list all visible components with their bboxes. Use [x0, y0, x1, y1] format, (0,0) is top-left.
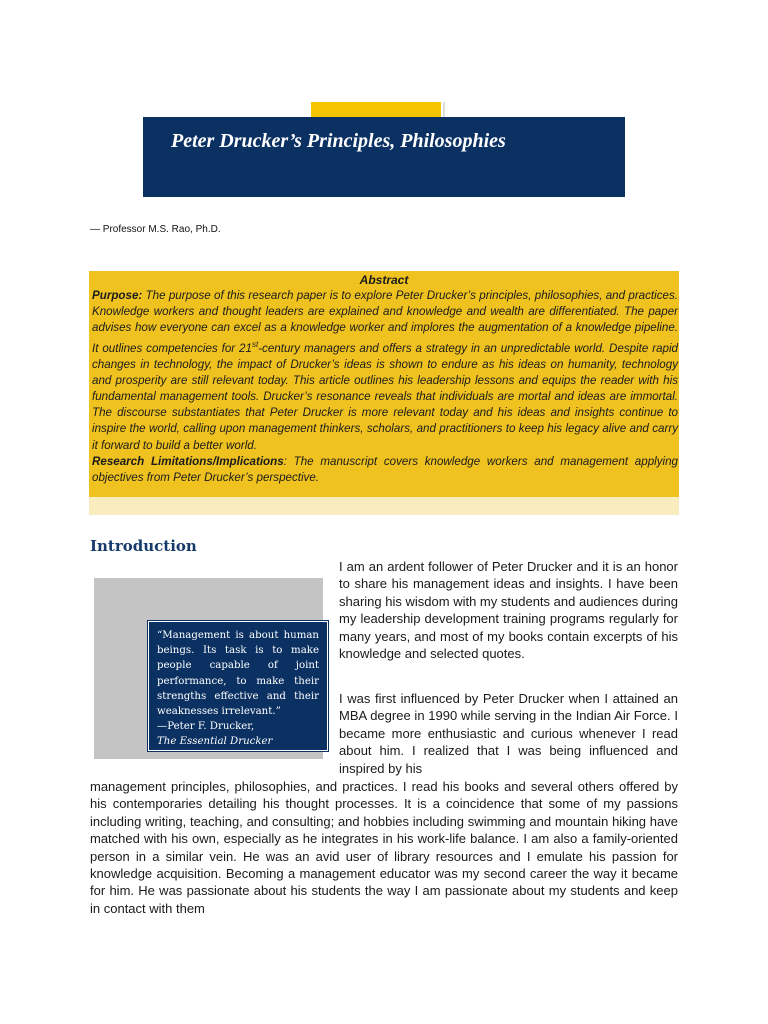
pull-quote-text: “Management is about human beings. Its task is to make people capable of joint performance, to make their strengths effective and their weaknesses irrelevant.” [157, 630, 319, 718]
title-accent-bar [311, 102, 441, 118]
purpose-text: The purpose of this research paper is to explore Peter Drucker’s principles, philosophies, and practices. Knowledge workers and thought leaders are explained and knowledge and wealth are differentiated. The paper advises how everyone can excel as a knowledge worker and implores the augmentation of a knowledge pipeline. It outlines competencies for 21 [92, 289, 678, 355]
title-banner [143, 117, 625, 197]
purpose-label: Purpose: [92, 289, 143, 302]
intro-paragraph-3: management principles, philosophies, and practices. I read his books and several others offered by his contemporaries detailing his thought processes. It is a coincidence that some of my passions including writing, teaching, and consulting; and hobbies including swimming and mountain hiking have matched with his own, especially as he integrates in his work-life balance. I am also a family-oriented person in a similar vein. He was an avid user of library resources and I emulate his passion for knowledge acquisition. Becoming a management educator was my second career the way it became for him. He was passionate about his students the way I am passionate about my students and keep in contact with them [90, 779, 678, 916]
intro-paragraph-2: I was first influenced by Peter Drucker when I attained an MBA degree in 1990 while serving in the Indian Air Force. I became more enthusiastic and curious whenever I read about him. I realized that I was being influenced and inspired by his [339, 691, 678, 776]
author-byline: — Professor M.S. Rao, Ph.D. [90, 224, 221, 235]
abstract-body [92, 288, 678, 486]
title-accent-divider [443, 102, 445, 118]
introduction-heading: Introduction [90, 537, 197, 555]
limitations-label: Research Limitations/Implications [92, 454, 284, 468]
pull-quote-box [148, 621, 328, 751]
purpose-superscript: st [251, 339, 259, 349]
intro-paragraph-1: I am an ardent follower of Peter Drucker and it is an honor to share his management ideas and insights. I have been sharing his wisdom with my students and audiences during my leadership development training programs regularly for many years, and most of my books contain excerpts of his knowledge and selected quotes. [339, 559, 678, 662]
purpose-text-continued: -century managers and offers a strategy in an unpredictable world. Despite rapid changes in technology, the impact of Drucker’s ideas is shown to endure as his ideas on humanity, technology and prosperity are still relevant today. This article outlines his leadership lessons and equips the reader with his fundamental management tools. Drucker’s resonance reveals that individuals are mortal and ideas are immortal. The discourse substantiates that Peter Drucker is more relevant today and his ideas and insights continue to inspire the world, calling upon management thinkers, scholars, and practitioners to keep his legacy alive and carry it forward to build a better world. [92, 341, 678, 452]
abstract-heading: Abstract [359, 273, 409, 287]
page-title: Peter Drucker’s Principles, Philosophies [171, 130, 506, 152]
limitations-text: : The manuscript covers knowledge workers and management applying objectives from Peter Drucker’s perspective. [92, 454, 678, 485]
abstract-box [89, 271, 679, 497]
pull-quote-author: —Peter F. Drucker, [157, 721, 255, 733]
abstract-footer-band [89, 497, 679, 515]
pull-quote-content [157, 628, 319, 750]
pull-quote-book: The Essential Drucker [157, 736, 273, 748]
